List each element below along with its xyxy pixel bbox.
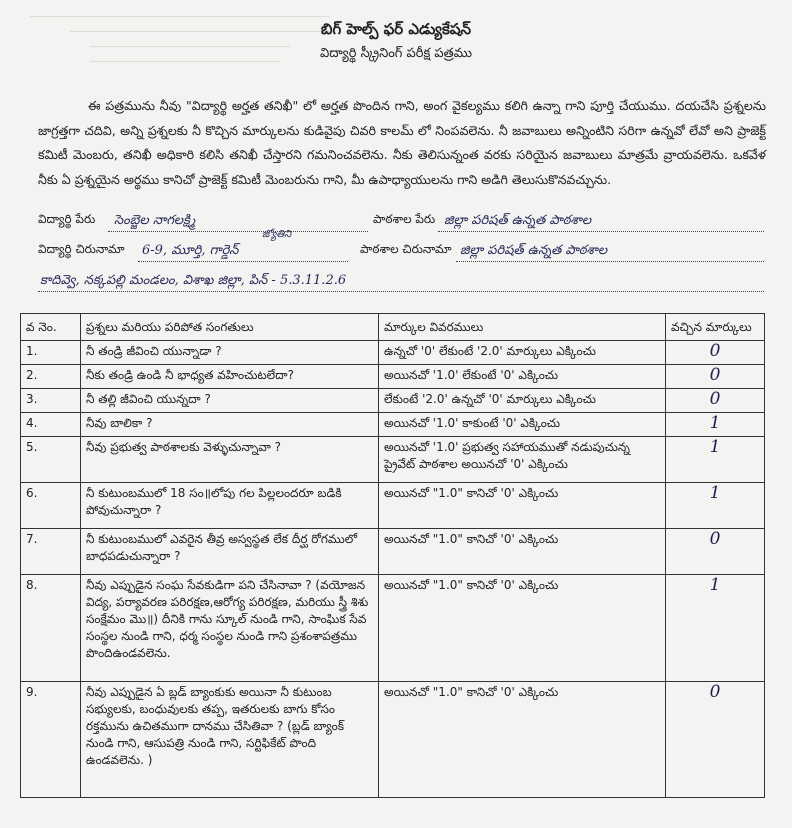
row-question: నీ కుటుంబములో 18 సం॥లోపు గల పిల్లలందరూ బడికి పోవుచున్నారా ? bbox=[81, 483, 379, 529]
row-marks-info: అయినచో "1.0" కానిచో '0' ఎక్కించు bbox=[379, 682, 666, 798]
row-question: నీవు ఎప్పుడైన సంఘ సేవకుడిగా పని చేసినావా ? (వయోజన విద్య, పర్యావరణ పరిరక్షణ,ఆరోగ్య పరిరక్షణ, మరియు స్త్రీ శిశు సంక్షేమం మొ॥) దీనికి గాను స్కూల్ నుండి గాని, సాంఘిక సేవ సంస్థల నుండి గాని, ధర్మ సంస్థల నుండి గాని ప్రశంశాపత్రము పొందిఉండవలెను. bbox=[81, 575, 379, 682]
school-name-value[interactable]: జిల్లా పరిషత్ ఉన్నత పాఠశాల bbox=[444, 213, 592, 228]
row-number: 3. bbox=[21, 389, 81, 413]
row-marks-info: అయినచో '1.0' లేకుంటే '0' ఎక్కించు bbox=[379, 365, 666, 389]
student-name-note: జ్యోతిని bbox=[262, 229, 292, 240]
school-address-value[interactable]: జిల్లా పరిషత్ ఉన్నత పాఠశాల bbox=[460, 243, 608, 258]
col-header-obtained: వచ్చిన మార్కులు bbox=[666, 314, 765, 341]
row-question: నీకు తండ్రి ఉండి నీ భాధ్యత వహించుటలేదా? bbox=[81, 365, 379, 389]
instructions-text: ఈ పత్రమును నీవు "విద్యార్థి అర్హత తనిఖీ" లో అర్హత పొందిన గాని, అంగ వైకల్యము కలిగి ఉన్నా గాని పూర్తి చేయుము. దయచేసి ప్రశ్నలను జాగ్రత్తగా చదివి, అన్ని ప్రశ్నలకు నీ కొచ్చిన మార్కులను కుడివైపు చివరి కాలమ్ లో నింపవలెను. నీ జవాబులు అన్నింటిని సరిగా ఉన్నవో లేవో అని ప్రాజెక్ట్ కమిటీ మెంబరు, తనిఖీ అధికారి కలిసి తనిఖీ చేస్తారని గమనించవలెను. నీకు తెలిసున్నంత వరకు సరియైన జవాబులు మాత్రమే వ్రాయవలెను. ఒకవేళ నీకు ఏ ప్రశ్నయైన అర్థము కానిచో ప్రాజెక్ట్ కమిటీ మెంబరును గాని, మీ ఉపాధ్యాయులను గాని అడిగి తెలుసుకొనవచ్చును. bbox=[38, 98, 766, 187]
questions-table bbox=[20, 313, 765, 798]
table-row bbox=[21, 437, 765, 483]
row-question: నీ తల్లి జీవించి యున్నదా ? bbox=[81, 389, 379, 413]
row-obtained-marks[interactable]: 1 bbox=[666, 483, 765, 529]
row-marks-info: అయినచో "1.0" కానిచో '0' ఎక్కించు bbox=[379, 529, 666, 575]
student-name-label: విద్యార్థి పేరు bbox=[38, 212, 96, 226]
col-header-question: ప్రశ్నలు మరియు పరిపోత సంగతులు bbox=[81, 314, 379, 341]
row-obtained-marks[interactable]: 1 bbox=[666, 413, 765, 437]
student-address-value[interactable]: 6-9, మూర్తి, గార్డెన్ bbox=[142, 243, 239, 258]
table-row bbox=[21, 483, 765, 529]
student-name-value[interactable]: సెంబ్జెల నాగలక్ష్మి bbox=[114, 213, 196, 228]
row-marks-info: అయినచో "1.0" కానిచో '0' ఎక్కించు bbox=[379, 575, 666, 682]
school-name-line bbox=[438, 231, 764, 232]
row-obtained-marks[interactable]: 1 bbox=[666, 575, 765, 682]
table-row bbox=[21, 413, 765, 437]
row-number: 9. bbox=[21, 682, 81, 798]
table-row bbox=[21, 341, 765, 365]
table-row bbox=[21, 529, 765, 575]
student-name-line bbox=[108, 231, 368, 232]
col-header-number: వ నెం. bbox=[21, 314, 81, 341]
row-question: నీ కుటుంబములో ఎవరైన తీవ్ర అస్వస్థత లేక దీర్ఘ రోగములో బాధపడుచున్నారా ? bbox=[81, 529, 379, 575]
name-row bbox=[38, 208, 764, 234]
table-row bbox=[21, 365, 765, 389]
row-number: 4. bbox=[21, 413, 81, 437]
row-obtained-marks[interactable]: 0 bbox=[666, 365, 765, 389]
row-question: నీవు బాలికా ? bbox=[81, 413, 379, 437]
row-marks-info: లేకుంటే '2.0' ఉన్నచో '0' మార్కులు ఎక్కించు bbox=[379, 389, 666, 413]
student-address-line bbox=[138, 261, 348, 262]
row-number: 7. bbox=[21, 529, 81, 575]
school-address-line bbox=[456, 261, 764, 262]
bleed-through-text bbox=[30, 2, 750, 82]
school-address-label: పాఠశాల చిరునామా bbox=[360, 242, 452, 256]
student-address-label: విద్యార్థి చిరునామా bbox=[38, 242, 125, 256]
table-row bbox=[21, 682, 765, 798]
row-number: 2. bbox=[21, 365, 81, 389]
row-obtained-marks[interactable]: 0 bbox=[666, 389, 765, 413]
row-obtained-marks[interactable]: 1 bbox=[666, 437, 765, 483]
row-number: 5. bbox=[21, 437, 81, 483]
row-obtained-marks[interactable]: 0 bbox=[666, 529, 765, 575]
instructions-paragraph bbox=[38, 94, 766, 192]
col-header-marks-info: మార్కుల వివరములు bbox=[379, 314, 666, 341]
row-marks-info: అయినచో "1.0" కానిచో '0' ఎక్కించు bbox=[379, 483, 666, 529]
row-question: నీ తండ్రి జీవించి యున్నాడా ? bbox=[81, 341, 379, 365]
table-row bbox=[21, 389, 765, 413]
address-row bbox=[38, 238, 764, 264]
row-number: 6. bbox=[21, 483, 81, 529]
row-obtained-marks[interactable]: 0 bbox=[666, 341, 765, 365]
form-title: బిగ్ హెల్ప్ ఫర్ ఎడ్యుకేషన్ bbox=[320, 20, 472, 38]
row-obtained-marks[interactable]: 0 bbox=[666, 682, 765, 798]
row-number: 1. bbox=[21, 341, 81, 365]
row-number: 8. bbox=[21, 575, 81, 682]
table-header-row bbox=[21, 314, 765, 341]
address-line2-line bbox=[38, 291, 764, 292]
table-row bbox=[21, 575, 765, 682]
row-marks-info: ఉన్నచో '0' లేకుంటే '2.0' మార్కులు ఎక్కించు bbox=[379, 341, 666, 365]
form-subtitle: విద్యార్థి స్క్రీనింగ్ పరీక్ష పత్రము bbox=[320, 46, 472, 61]
address-line2-value[interactable]: కాదివ్వె, నక్కపల్లి మండలం, విశాఖ జిల్లా, పిన్ - 5.3.11.2.6 bbox=[40, 273, 347, 288]
address-line2-row bbox=[38, 268, 764, 294]
row-question: నీవు ఎప్పుడైన ఏ బ్లడ్ బ్యాంకుకు అయినా నీ కుటుంబ సభ్యులకు, బంధువులకు తప్ప, ఇతరులకు బాగు కోసం రక్తమును ఉచితముగా దానము చేసితివా ? (బ్లడ్ బ్యాంక్ నుండి గాని, ఆసుపత్రి నుండి గాని, సర్టిఫికేట్ పొంది ఉండవలెను. ) bbox=[81, 682, 379, 798]
row-marks-info: అయినచో '1.0' కాకుంటే '0' ఎక్కించు bbox=[379, 413, 666, 437]
row-question: నీవు ప్రభుత్వ పాఠశాలకు వెళ్ళుచున్నావా ? bbox=[81, 437, 379, 483]
school-name-label: పాఠశాల పేరు bbox=[373, 212, 436, 226]
row-marks-info: అయినచో '1.0' ప్రభుత్వ సహాయముతో నడుపుచున్న ప్రైవేట్ పాఠశాల అయినచో '0' ఎక్కించు bbox=[379, 437, 666, 483]
